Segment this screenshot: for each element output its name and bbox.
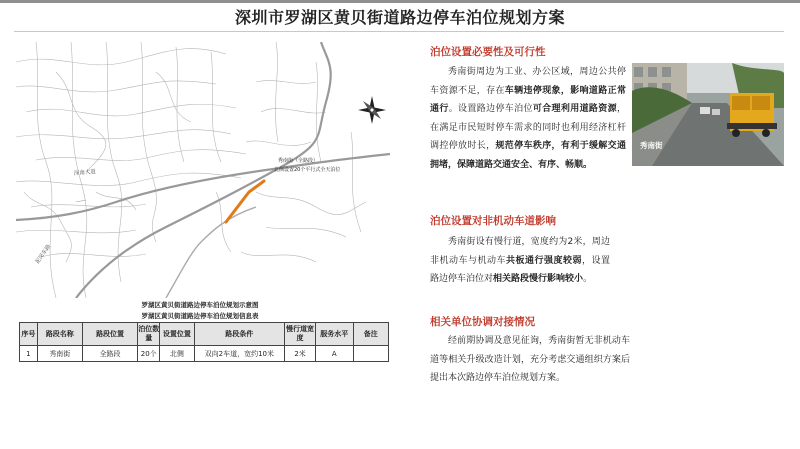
- text-run-bold: 共板通行强度较弱: [505, 255, 582, 266]
- table-cell: A: [316, 346, 354, 362]
- text-run: 秀南街设有慢行道，宽度约为2米，周边非机动车与机动车: [430, 237, 610, 266]
- text-run-bold: 车辆违停现象，影响道路正常通行: [430, 85, 626, 114]
- photo-label: 秀南街: [640, 141, 663, 150]
- table-cell: 1: [20, 346, 38, 362]
- col-header: 路段条件: [194, 323, 285, 346]
- text-run: 秀南街周边为工业、办公区域，周边公共停车资源不足，存在: [430, 67, 626, 96]
- table-cell: 北侧: [160, 346, 194, 362]
- col-header: 慢行道宽度: [285, 323, 316, 346]
- col-header: 路段名称: [37, 323, 82, 346]
- text-run-bold: 规范停车秩序，有利于缓解交通拥堵，保障道路交通安全、有序、畅顺。: [430, 141, 626, 170]
- table-cell: 全路段: [82, 346, 137, 362]
- table-cell: 20个: [138, 346, 160, 362]
- table-cell: 双向2车道，宽约10米: [194, 346, 285, 362]
- main-road-shennan: [16, 154, 390, 220]
- col-header: 路段位置: [82, 323, 137, 346]
- section-title-necessity: 泊位设置必要性及可行性: [430, 46, 546, 58]
- section-title-coordination: 相关单位协调对接情况: [430, 316, 535, 328]
- text-run: 。: [583, 274, 593, 284]
- compass-rose-icon: [358, 96, 386, 124]
- callout-line-2: 北侧设置20个平行式全天泊位: [274, 167, 341, 173]
- text-run-bold: 相关路段慢行影响较小: [493, 274, 584, 284]
- location-map: [16, 42, 390, 298]
- col-header: 服务水平: [316, 323, 354, 346]
- street-photo: [632, 63, 784, 166]
- road-label-nigang: 泥岗东路: [34, 243, 53, 266]
- section-body-coordination: [430, 332, 630, 388]
- col-header: 序号: [20, 323, 38, 346]
- section-body-impact: [430, 233, 610, 289]
- road-stub: [76, 200, 86, 202]
- section-body-necessity: [430, 63, 626, 174]
- top-strip: [0, 0, 800, 3]
- road-label-shennan: 深南大道: [73, 169, 97, 177]
- table-caption: 罗湖区黄贝街道路边停车泊位规划信息表: [141, 312, 259, 320]
- col-header: 泊位数量: [138, 323, 160, 346]
- page-title: 深圳市罗湖区黄贝街道路边停车泊位规划方案: [234, 8, 565, 27]
- text-run: ，设置路边停车泊位对: [430, 255, 610, 284]
- text-run: 。设置路边停车泊位: [448, 104, 533, 114]
- table-cell: [353, 346, 388, 362]
- title-divider: [14, 31, 784, 32]
- table-cell: 2米: [285, 346, 316, 362]
- text-run-bold: 可合理利用道路资源: [532, 104, 617, 114]
- table-row: [20, 346, 389, 362]
- table-header-row: [20, 323, 389, 346]
- section-title-impact: 泊位设置对非机动车道影响: [430, 215, 556, 227]
- parking-info-table: [19, 322, 389, 362]
- map-svg: [16, 42, 390, 298]
- text-run: ，在满足市民短时停车需求的同时也利用经济杠杆调控停放时长，: [430, 104, 626, 151]
- col-header: 设置位置: [160, 323, 194, 346]
- callout-line-1: 秀南街（全路段）: [278, 158, 319, 164]
- text-run: 经前期协调及意见征询，秀南街暂无非机动车道等相关升级改造计划，充分考虑交通组织方案后提出本次路边停车泊位规划方案。: [430, 336, 630, 383]
- col-header: 备注: [353, 323, 388, 346]
- map-caption: 罗湖区黄贝街道路边停车泊位规划示意图: [141, 301, 259, 309]
- table-cell: 秀南街: [37, 346, 82, 362]
